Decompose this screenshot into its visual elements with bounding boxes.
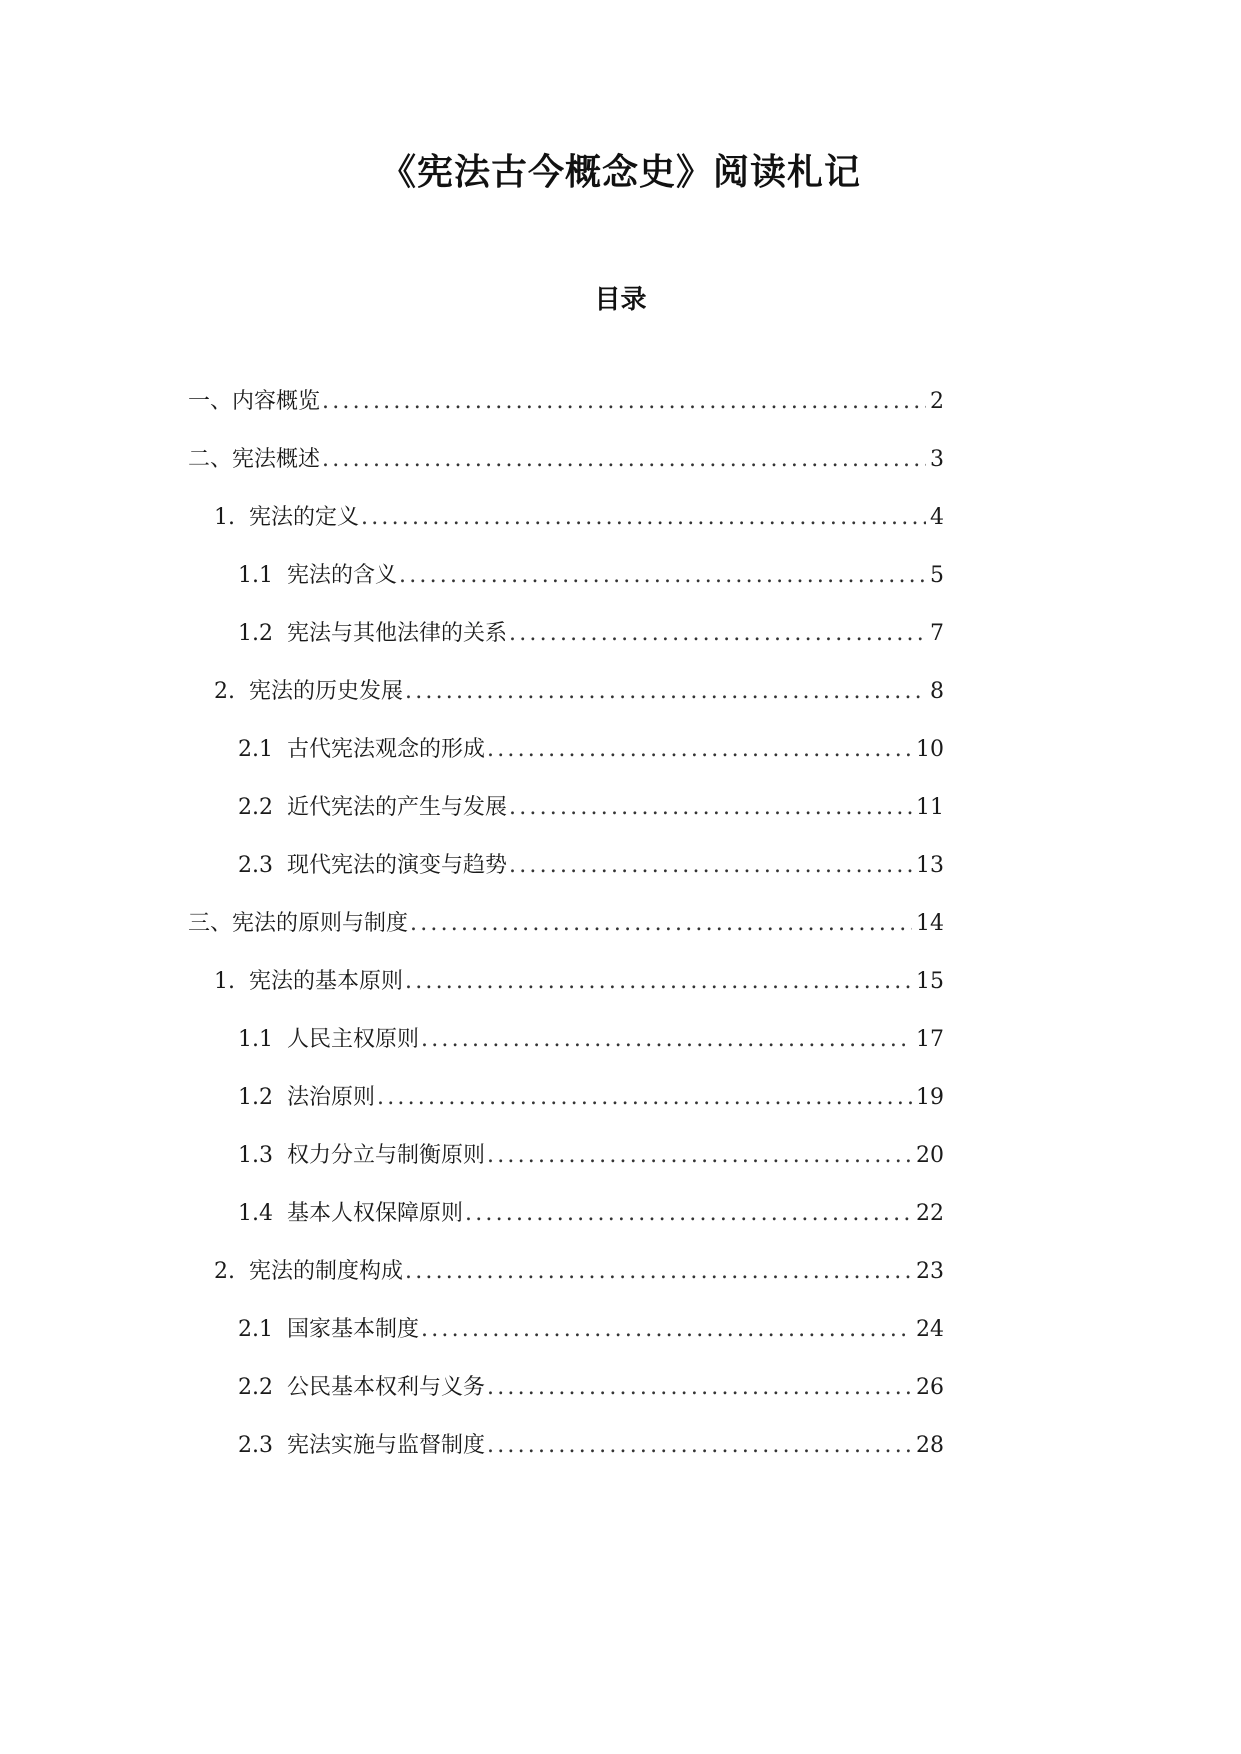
toc-entry[interactable] [238,790,944,826]
toc-entry-label: 宪法与其他法律的关系 [287,621,508,646]
toc-entry-number: 1.2 [238,621,273,646]
dot-leader [322,384,926,420]
dot-leader [509,790,912,826]
toc-entry-page: 2 [930,389,944,414]
toc-entry-label: 一、内容概览 [188,389,321,414]
toc-entry-number: 2.3 [238,853,273,878]
toc-heading: 目录 [594,285,647,315]
dot-leader [509,616,926,652]
toc-entry-page: 4 [930,505,944,530]
toc-entry-label: 宪法的基本原则 [249,969,404,994]
dot-leader [421,1022,912,1058]
toc-entry-number: 2.1 [238,737,273,762]
toc-entry[interactable] [188,906,944,942]
dot-leader [361,500,926,536]
dot-leader [405,674,926,710]
toc-entry-number: 2.2 [238,1375,273,1400]
dot-leader [421,1312,912,1348]
toc-entry-label: 二、宪法概述 [188,447,321,472]
toc-entry[interactable] [214,1254,944,1290]
toc-entry-label: 宪法的含义 [287,563,398,588]
toc-entry-label: 古代宪法观念的形成 [287,737,486,762]
dot-leader [405,1254,912,1290]
toc-entry-label: 法治原则 [287,1085,376,1110]
dot-leader [322,442,926,478]
toc-entry-page: 26 [916,1375,944,1400]
toc-entry[interactable] [238,1312,944,1348]
toc-entry[interactable] [238,616,944,652]
toc-entry-page: 28 [916,1433,944,1458]
toc-entry[interactable] [238,848,944,884]
dot-leader [399,558,926,594]
toc-entry-page: 5 [930,563,944,588]
toc-entry-label: 现代宪法的演变与趋势 [287,853,508,878]
toc-entry-label: 宪法的制度构成 [249,1259,404,1284]
toc-entry-number: 2. [214,679,235,704]
toc-entry-label: 基本人权保障原则 [287,1201,464,1226]
toc-entry-number: 1.1 [238,1027,273,1052]
toc-entry-page: 23 [916,1259,944,1284]
toc-entry[interactable] [188,384,944,420]
toc-entry[interactable] [238,1022,944,1058]
dot-leader [487,1428,912,1464]
dot-leader [487,1370,912,1406]
toc-entry-label: 三、宪法的原则与制度 [188,911,409,936]
toc-entry-page: 15 [916,969,944,994]
toc-entry[interactable] [238,558,944,594]
toc-entry-label: 公民基本权利与义务 [287,1375,486,1400]
toc-entry[interactable] [214,674,944,710]
dot-leader [377,1080,912,1116]
document-title: 《宪法古今概念史》阅读札记 [379,152,861,193]
toc-entry[interactable] [238,1196,944,1232]
toc-entry-label: 人民主权原则 [287,1027,420,1052]
toc-entry[interactable] [238,1080,944,1116]
toc-entry-page: 22 [916,1201,944,1226]
dot-leader [487,1138,912,1174]
toc-entry[interactable] [238,732,944,768]
toc-entry-number: 2. [214,1259,235,1284]
toc-entry-label: 近代宪法的产生与发展 [287,795,508,820]
dot-leader [509,848,912,884]
toc-entry[interactable] [214,964,944,1000]
toc-entry-number: 1.2 [238,1085,273,1110]
toc-entry-page: 11 [916,795,944,820]
toc-entry-number: 1. [214,969,235,994]
toc-entry-number: 2.3 [238,1433,273,1458]
toc-entry[interactable] [238,1138,944,1174]
toc-entry[interactable] [214,500,944,536]
toc-entry[interactable] [238,1428,944,1464]
toc-entry-number: 2.2 [238,795,273,820]
toc-entry-number: 1.1 [238,563,273,588]
toc-entry-label: 宪法的定义 [249,505,360,530]
dot-leader [410,906,912,942]
toc-entry-page: 7 [930,621,944,646]
dot-leader [465,1196,912,1232]
toc-entry-label: 国家基本制度 [287,1317,420,1342]
toc-entry-label: 权力分立与制衡原则 [287,1143,486,1168]
dot-leader [405,964,912,1000]
dot-leader [487,732,912,768]
toc-entry-number: 1.3 [238,1143,273,1168]
toc-entry-page: 20 [916,1143,944,1168]
toc-entry-page: 8 [930,679,944,704]
toc-entry-number: 2.1 [238,1317,273,1342]
toc-entry-label: 宪法实施与监督制度 [287,1433,486,1458]
toc-entry-number: 1. [214,505,235,530]
toc-entry-page: 14 [916,911,944,936]
toc-entry-page: 24 [916,1317,944,1342]
toc-entry-number: 1.4 [238,1201,273,1226]
toc-entry-page: 10 [916,737,944,762]
toc-entry[interactable] [188,442,944,478]
toc-entry[interactable] [238,1370,944,1406]
toc-entry-label: 宪法的历史发展 [249,679,404,704]
toc-entry-page: 19 [916,1085,944,1110]
toc-entry-page: 17 [916,1027,944,1052]
toc-entry-page: 3 [930,447,944,472]
toc-entry-page: 13 [916,853,944,878]
